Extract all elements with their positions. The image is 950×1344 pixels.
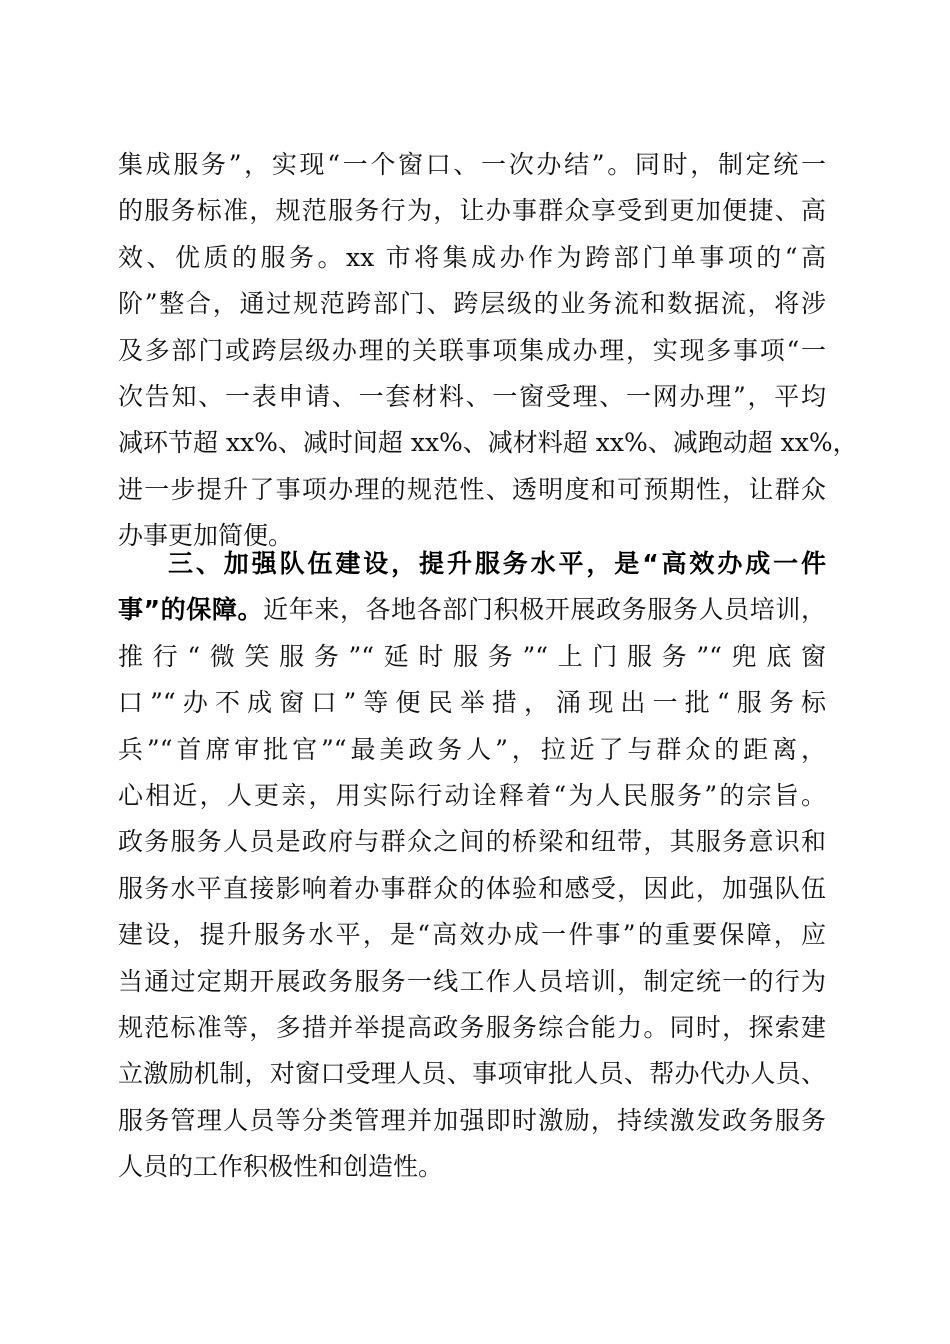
text-line: 进一步提升了事项办理的规范性、透明度和可预期性，让群众 [118,474,826,504]
paragraph-integrated-services [118,142,858,560]
text-line: 办事更加简便。 [118,521,294,551]
text-line: 推行“微笑服务”“延时服务”“上门服务”“兜底窗 [118,641,826,671]
text-line: 的服务标准，规范服务行为，让办事群众享受到更加便捷、高 [118,196,826,226]
section-heading: 三、加强队伍建设，提升服务水平，是“高效办成一件 [168,549,826,578]
text-line: 兵”“首席审批官”“最美政务人”，拉近了与群众的距离， [118,734,826,764]
text-line: 阶”整合，通过规范跨部门、跨层级的业务流和数据流，将涉 [118,289,826,319]
text-line: 立激励机制，对窗口受理人员、事项审批人员、帮办代办人员、 [118,1059,826,1089]
text-line: 当通过定期开展政务服务一线工作人员培训，制定统一的行为 [118,966,826,996]
text-line: 建设，提升服务水平，是“高效办成一件事”的重要保障，应 [118,920,826,950]
text-line: 人员的工作积极性和创造性。 [118,1152,444,1182]
text-line: 减环节超 xx%、减时间超 xx%、减材料超 xx%、减跑动超 xx%， [118,428,858,458]
section-heading-end: 事”的保障。 [118,595,264,625]
text-run: 近年来，各地各部门积极开展政务服务人员培训， [263,595,826,625]
text-line: 口”“办不成窗口”等便民举措，涌现出一批“服务标 [118,688,826,718]
text-line: 次告知、一表申请、一套材料、一窗受理、一网办理”，平均 [118,381,826,411]
text-line: 政务服务人员是政府与群众之间的桥梁和纽带，其服务意识和 [118,827,826,857]
text-line [118,587,826,633]
text-line: 服务水平直接影响着办事群众的体验和感受，因此，加强队伍 [118,873,826,903]
text-line: 服务管理人员等分类管理并加强即时激励，持续激发政务服务 [118,1105,826,1135]
text-line: 规范标准等，多措并举提高政务服务综合能力。同时，探索建 [118,1012,826,1042]
text-line: 及多部门或跨层级办理的关联事项集成办理，实现多事项“一 [118,335,826,365]
text-line: 心相近，人更亲，用实际行动诠释着“为人民服务”的宗旨。 [118,780,826,810]
section-three-paragraph [118,541,826,1190]
text-line: 效、优质的服务。xx 市将集成办作为跨部门单事项的“高 [118,242,826,272]
text-line: 集成服务”，实现“一个窗口、一次办结”。同时，制定统一 [118,150,826,179]
